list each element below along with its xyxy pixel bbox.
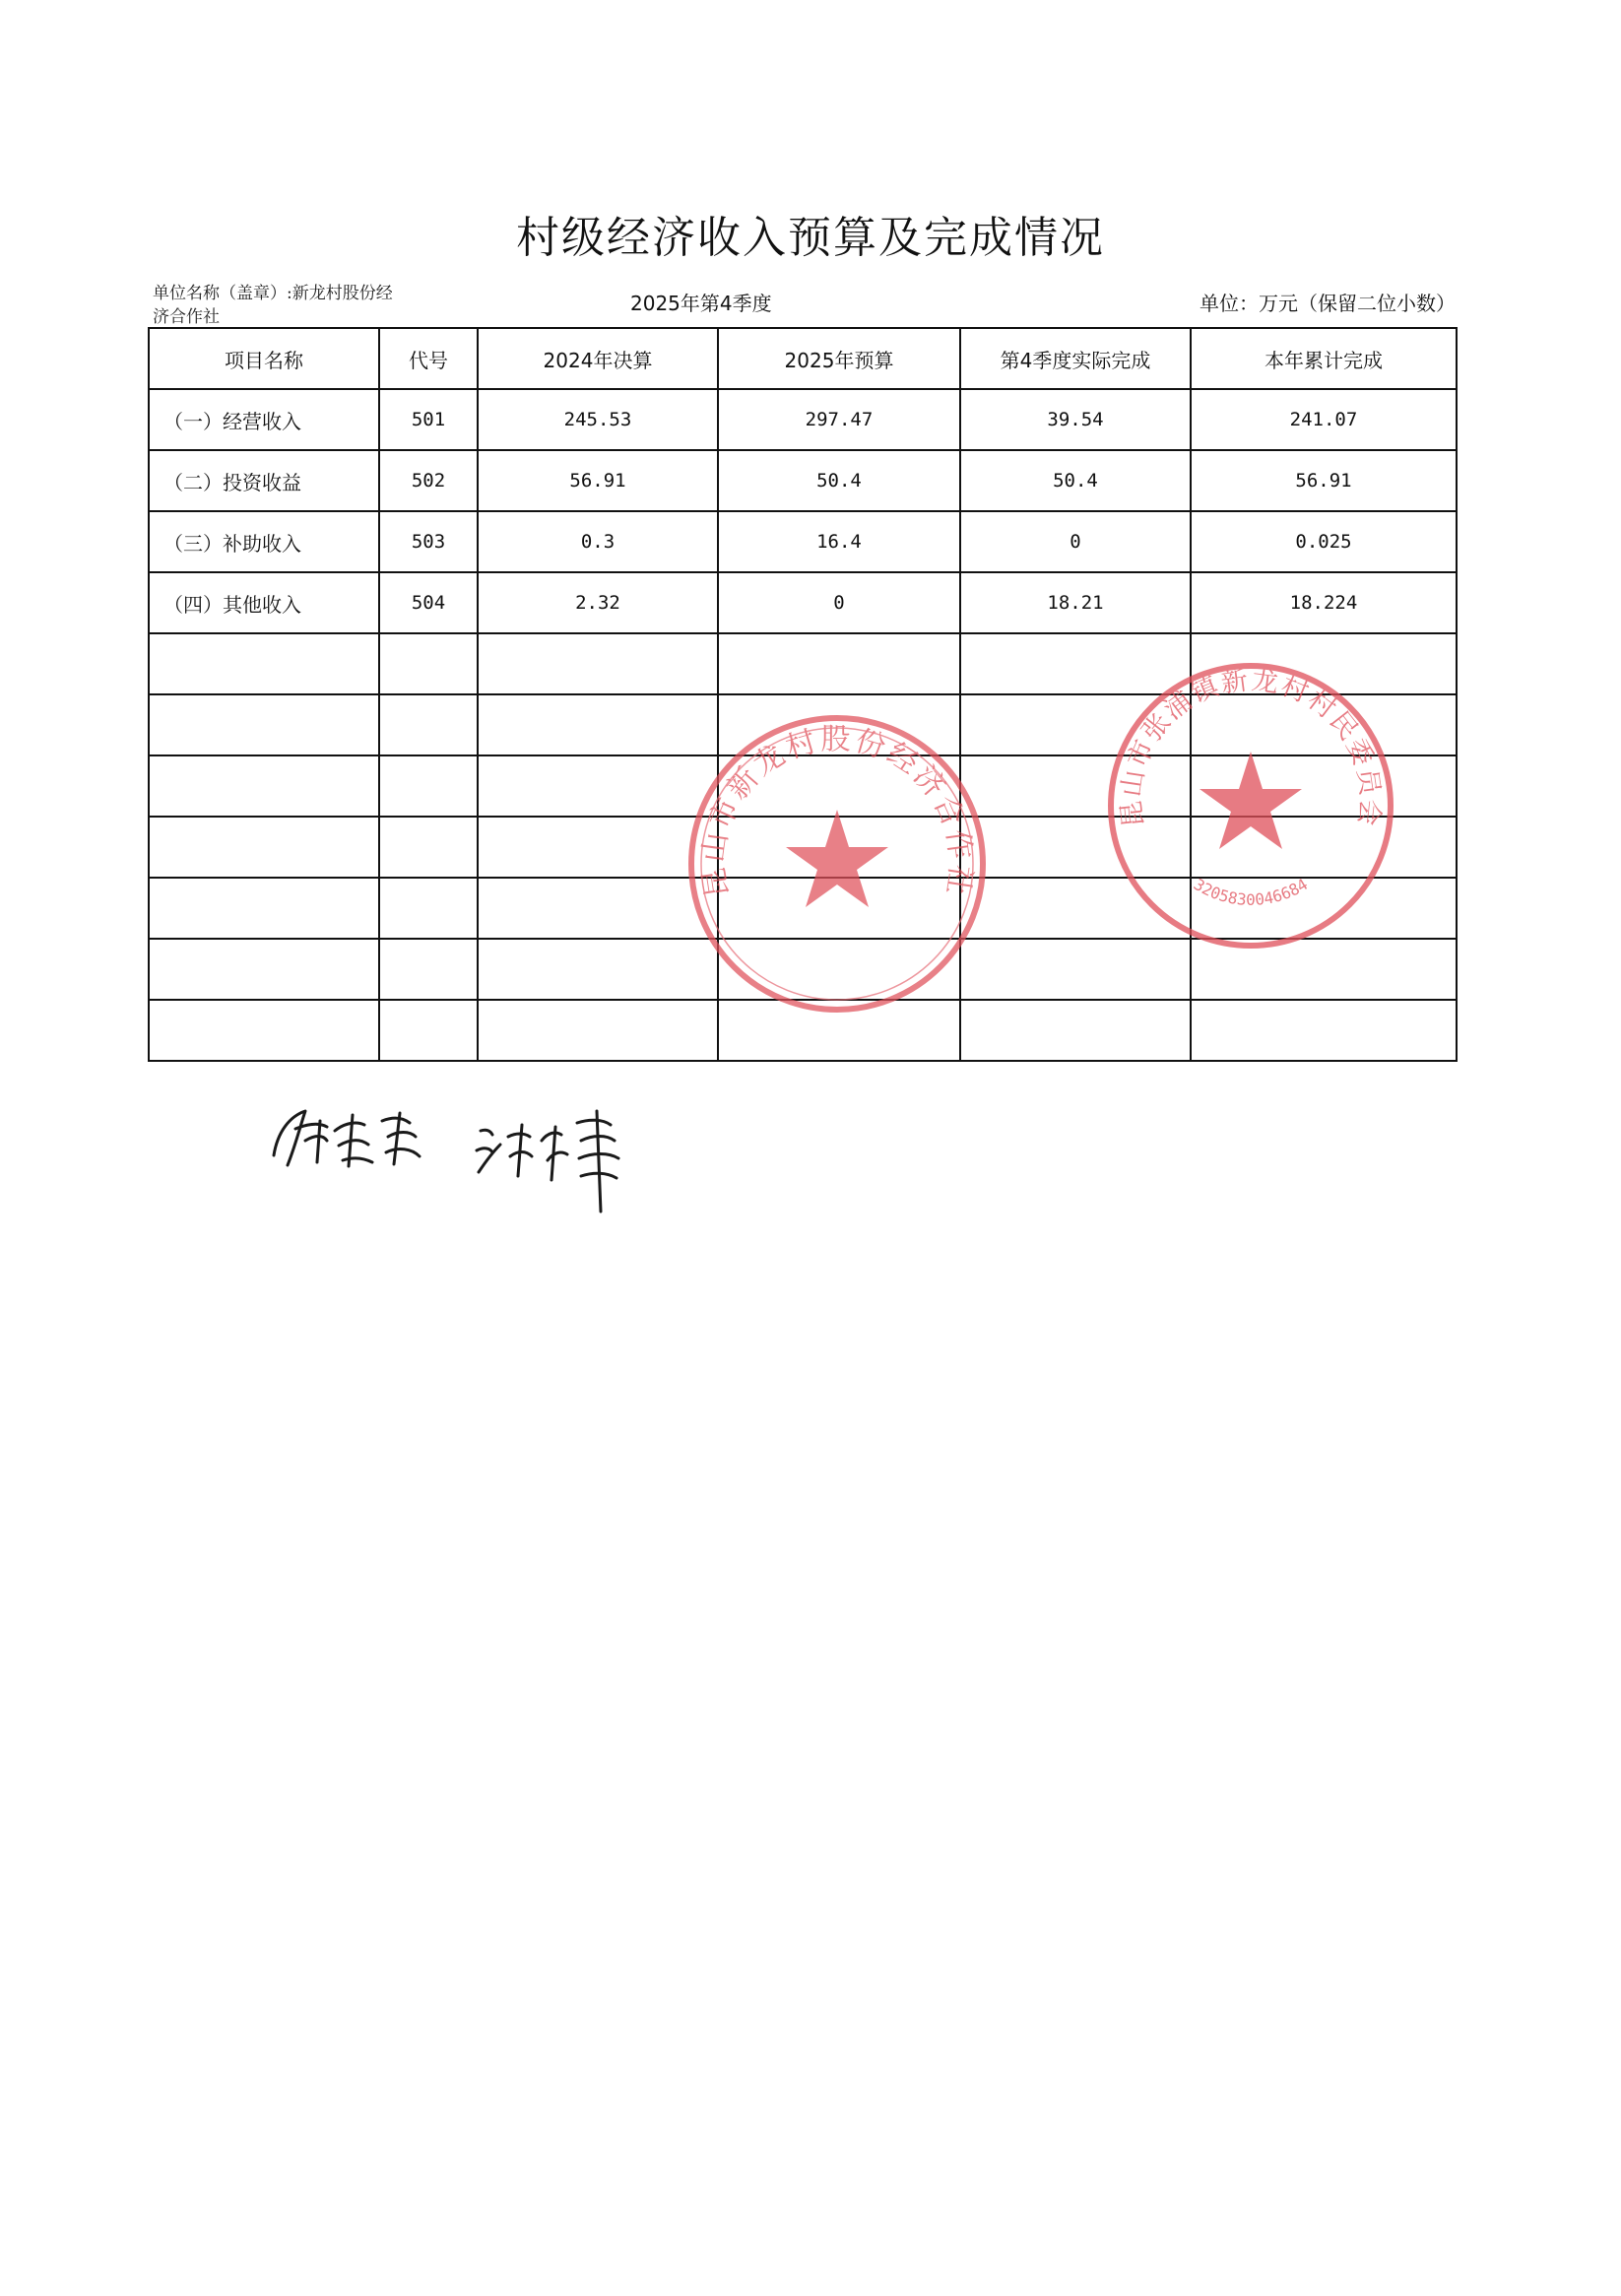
actual-2024: 2.32 <box>478 572 718 633</box>
column-header-code: 代号 <box>379 328 478 389</box>
item-code: 501 <box>379 389 478 450</box>
budget-2025: 297.47 <box>718 389 960 450</box>
empty-cell <box>379 817 478 878</box>
signature-2 <box>471 1101 648 1219</box>
ytd-actual: 0.025 <box>1191 511 1457 572</box>
item-code: 504 <box>379 572 478 633</box>
empty-cell <box>1191 633 1457 694</box>
empty-cell <box>149 755 379 817</box>
empty-cell <box>149 633 379 694</box>
item-name: （四）其他收入 <box>149 572 379 633</box>
empty-cell <box>478 755 718 817</box>
empty-cell <box>149 694 379 755</box>
table-row <box>149 389 1457 450</box>
item-name: （三）补助收入 <box>149 511 379 572</box>
empty-cell <box>149 878 379 939</box>
empty-cell <box>379 878 478 939</box>
table-row <box>149 572 1457 633</box>
empty-cell <box>478 1000 718 1061</box>
empty-cell <box>718 817 960 878</box>
table-row-empty <box>149 633 1457 694</box>
empty-cell <box>379 939 478 1000</box>
empty-cell <box>960 694 1191 755</box>
empty-cell <box>149 1000 379 1061</box>
q4-actual: 0 <box>960 511 1191 572</box>
table-header-row <box>149 328 1457 389</box>
empty-cell <box>1191 755 1457 817</box>
column-header-item-name: 项目名称 <box>149 328 379 389</box>
empty-cell <box>718 694 960 755</box>
empty-cell <box>149 817 379 878</box>
actual-2024: 56.91 <box>478 450 718 511</box>
table-row <box>149 511 1457 572</box>
reporting-period: 2025年第4季度 <box>630 292 772 315</box>
budget-table <box>148 327 1458 1062</box>
right-seal-code: 3205830046684 <box>1190 875 1312 909</box>
table-row-empty <box>149 878 1457 939</box>
signature-1 <box>266 1101 433 1180</box>
currency-note: 单位：万元（保留二位小数） <box>1200 292 1456 315</box>
budget-2025: 50.4 <box>718 450 960 511</box>
empty-cell <box>478 939 718 1000</box>
ytd-actual: 18.224 <box>1191 572 1457 633</box>
empty-cell <box>1191 694 1457 755</box>
actual-2024: 0.3 <box>478 511 718 572</box>
empty-cell <box>478 694 718 755</box>
budget-2025: 16.4 <box>718 511 960 572</box>
item-name: （一）经营收入 <box>149 389 379 450</box>
empty-cell <box>718 1000 960 1061</box>
table-row <box>149 450 1457 511</box>
empty-cell <box>379 755 478 817</box>
empty-cell <box>718 939 960 1000</box>
empty-cell <box>960 755 1191 817</box>
empty-cell <box>1191 878 1457 939</box>
table-row-empty <box>149 1000 1457 1061</box>
empty-cell <box>718 878 960 939</box>
empty-cell <box>960 633 1191 694</box>
empty-rows <box>149 633 1457 1061</box>
column-header-2025-budget: 2025年预算 <box>718 328 960 389</box>
column-header-2024-final: 2024年决算 <box>478 328 718 389</box>
item-code: 502 <box>379 450 478 511</box>
right-seal-text: 昆山市张浦镇新龙村村民委员会 <box>1116 665 1386 829</box>
empty-cell <box>379 1000 478 1061</box>
column-header-q4-actual: 第4季度实际完成 <box>960 328 1191 389</box>
ytd-actual: 241.07 <box>1191 389 1457 450</box>
empty-cell <box>379 694 478 755</box>
table-row-empty <box>149 755 1457 817</box>
empty-cell <box>379 633 478 694</box>
empty-cell <box>960 1000 1191 1061</box>
left-seal-text: 昆山市新龙村股份经济合作社 <box>696 722 978 900</box>
empty-cell <box>1191 939 1457 1000</box>
q4-actual: 50.4 <box>960 450 1191 511</box>
q4-actual: 18.21 <box>960 572 1191 633</box>
empty-cell <box>478 633 718 694</box>
empty-cell <box>718 755 960 817</box>
empty-cell <box>718 633 960 694</box>
column-header-ytd-actual: 本年累计完成 <box>1191 328 1457 389</box>
empty-cell <box>960 939 1191 1000</box>
empty-cell <box>478 817 718 878</box>
empty-cell <box>1191 1000 1457 1061</box>
table-row-empty <box>149 939 1457 1000</box>
unit-name: 单位名称（盖章）:新龙村股份经济合作社 <box>153 284 393 327</box>
empty-cell <box>1191 817 1457 878</box>
q4-actual: 39.54 <box>960 389 1191 450</box>
empty-cell <box>960 878 1191 939</box>
ytd-actual: 56.91 <box>1191 450 1457 511</box>
empty-cell <box>149 939 379 1000</box>
empty-cell <box>960 817 1191 878</box>
item-name: （二）投资收益 <box>149 450 379 511</box>
page-title: 村级经济收入预算及完成情况 <box>516 213 1105 263</box>
table-row-empty <box>149 817 1457 878</box>
actual-2024: 245.53 <box>478 389 718 450</box>
empty-cell <box>478 878 718 939</box>
budget-2025: 0 <box>718 572 960 633</box>
table-row-empty <box>149 694 1457 755</box>
item-code: 503 <box>379 511 478 572</box>
